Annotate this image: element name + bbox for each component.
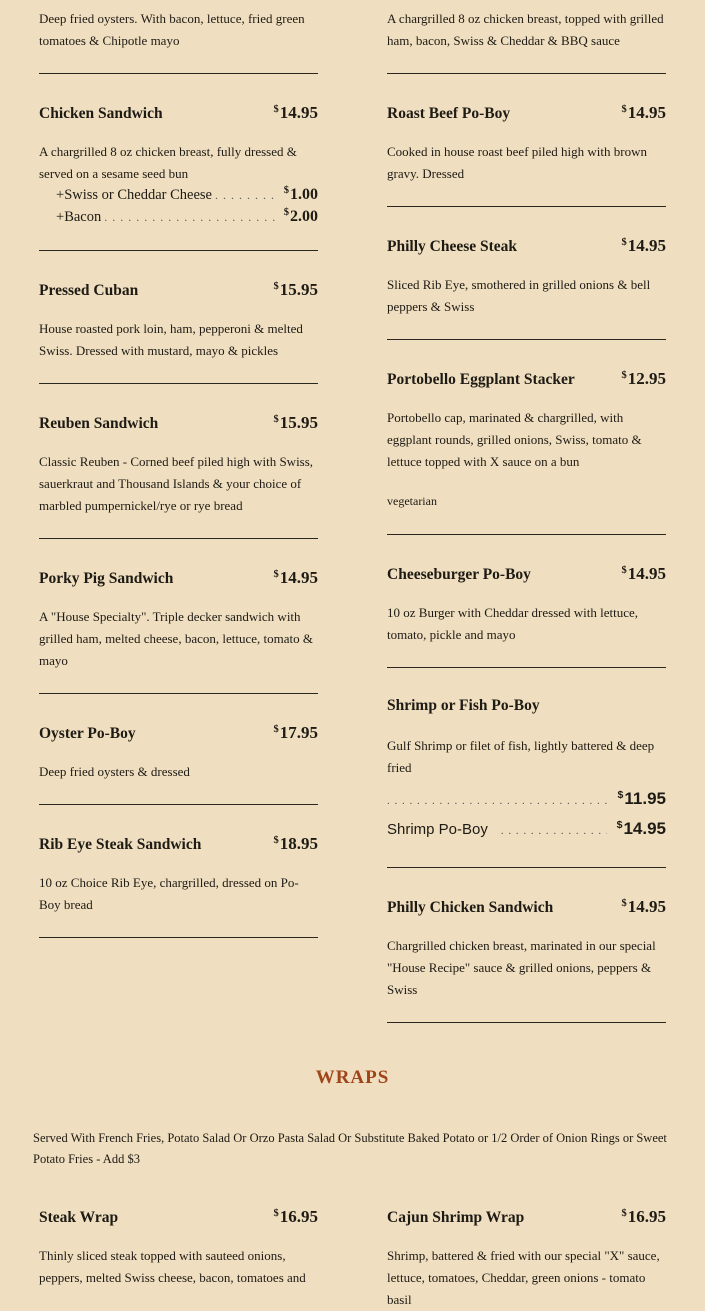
item-price: $14.95 [621,564,666,583]
item-description: Classic Reuben - Corned beef piled high with Swiss, sauerkraut and Thousand Islands & your choice of marbled pumpernickel/rye or rye bread [39,454,314,513]
item-name: Shrimp or Fish Po-Boy [387,697,540,714]
item-price: $17.95 [273,723,318,742]
divider [39,804,318,805]
item-name: Chicken Sandwich [39,105,163,122]
divider [387,534,666,535]
divider [39,383,318,384]
divider [387,339,666,340]
divider [39,250,318,251]
item-name: Rib Eye Steak Sandwich [39,836,202,853]
menu-item-porky-pig-sandwich[interactable] [39,568,318,672]
item-price: $14.95 [621,236,666,255]
item-price: $14.95 [273,103,318,122]
item-description: Deep fried oysters. With bacon, lettuce, fried green tomatoes & Chipotle mayo [39,11,305,48]
menu-item-portobello-eggplant-stacker[interactable] [387,369,666,509]
item-price: $15.95 [273,280,318,299]
item-description: House roasted pork loin, ham, pepperoni & melted Swiss. Dressed with mustard, mayo & pickles [39,321,303,358]
menu-item-shrimp-or-fish-po-boy[interactable] [387,697,666,849]
divider [39,937,318,938]
item-description: Sliced Rib Eye, smothered in grilled onions & bell peppers & Swiss [387,277,651,314]
menu-item-rib-eye-steak-sandwich[interactable] [39,834,318,916]
item-name: Pressed Cuban [39,282,139,299]
divider [387,73,666,74]
item-name: Steak Wrap [39,1209,119,1226]
item-price: $15.95 [273,413,318,432]
item-price: $16.95 [621,1207,666,1226]
divider [39,693,318,694]
item-description: Portobello cap, marinated & chargrilled, with eggplant rounds, grilled onions, Swiss, tomato & lettuce topped with X sauce on a bun [387,410,642,469]
item-description: Deep fried oysters & dressed [39,764,190,779]
menu-item-philly-cheese-steak[interactable] [387,236,666,318]
left-menu-column [39,4,318,967]
menu-item-steak-wrap[interactable] [39,1207,318,1289]
menu-item-cajun-shrimp-wrap[interactable] [387,1207,666,1311]
divider [39,538,318,539]
section-title-wraps: WRAPS [315,1067,390,1088]
item-name: Philly Cheese Steak [387,238,518,255]
addon-bacon: + Bacon . . . $2.00 [39,207,318,229]
right-menu-column [387,4,666,1052]
item-name: Cajun Shrimp Wrap [387,1209,525,1226]
menu-item-chicken-sandwich[interactable] [39,103,318,229]
item-description: Shrimp, battered & fried with our special "X" sauce, lettuce, tomatoes, Cheddar, green onions - tomato basil [387,1248,660,1307]
item-description: 10 oz Choice Rib Eye, chargrilled, dressed on Po-Boy bread [39,875,299,912]
item-name: Philly Chicken Sandwich [387,899,554,916]
menu-item-cheeseburger-po-boy[interactable] [387,564,666,646]
item-description: A "House Specialty". Triple decker sandwich with grilled ham, melted cheese, bacon, lettuce, tomato & mayo [39,609,313,668]
section-intro: Served With French Fries, Potato Salad Or Orzo Pasta Salad Or Substitute Baked Potato or 1/2 Order of Onion Rings or Sweet Potato Fries - Add $3 [33,1131,667,1166]
item-name: Oyster Po-Boy [39,725,136,742]
item-description: Chargrilled chicken breast, marinated in our special "House Recipe" sauce & grilled onions, peppers & Swiss [387,938,656,997]
leader-dots [215,188,278,203]
item-description: Gulf Shrimp or filet of fish, lightly battered & deep fried [387,738,655,775]
divider [387,1022,666,1023]
item-price: $14.95 [621,103,666,122]
divider [387,867,666,868]
menu-item-reuben-sandwich[interactable] [39,413,318,517]
divider [387,206,666,207]
item-name: Cheeseburger Po-Boy [387,566,531,583]
item-description: A chargrilled 8 oz chicken breast, fully dressed & served on a sesame seed bun [39,144,297,181]
variant-shrimp-po-boy: Shrimp Po-Boy . . . $14.95 [387,819,666,849]
divider [39,73,318,74]
menu-item-philly-chicken-sandwich[interactable] [387,897,666,1001]
menu-item-pressed-cuban[interactable] [39,280,318,362]
menu-item-oyster-po-boy[interactable] [39,723,318,783]
item-description: 10 oz Burger with Cheddar dressed with lettuce, tomato, pickle and mayo [387,605,639,642]
menu-item-roast-beef-po-boy[interactable] [387,103,666,185]
item-name: Porky Pig Sandwich [39,570,174,587]
addon-swiss-or-cheddar: + Swiss or Cheddar Cheese . . . $1.00 [39,185,318,207]
dietary-note: vegetarian [387,494,437,508]
item-description: Cooked in house roast beef piled high with brown gravy. Dressed [387,144,647,181]
leader-dots [387,795,608,807]
item-name: Reuben Sandwich [39,415,159,432]
divider [387,667,666,668]
leader-dots [501,825,607,837]
item-price: $14.95 [621,897,666,916]
item-name: Roast Beef Po-Boy [387,105,511,122]
item-description: A chargrilled 8 oz chicken breast, topped with grilled ham, bacon, Swiss & Cheddar & BBQ sauce [387,11,664,48]
item-description: Thinly sliced steak topped with sauteed onions, peppers, melted Swiss cheese, bacon, tomatoes and [39,1248,306,1285]
item-price: $14.95 [273,568,318,587]
item-price: $18.95 [273,834,318,853]
item-name: Portobello Eggplant Stacker [387,371,575,388]
variant-fish-po-boy: . . . $11.95 [387,789,666,819]
item-price: $12.95 [621,369,666,388]
item-price: $16.95 [273,1207,318,1226]
leader-dots [104,210,278,225]
